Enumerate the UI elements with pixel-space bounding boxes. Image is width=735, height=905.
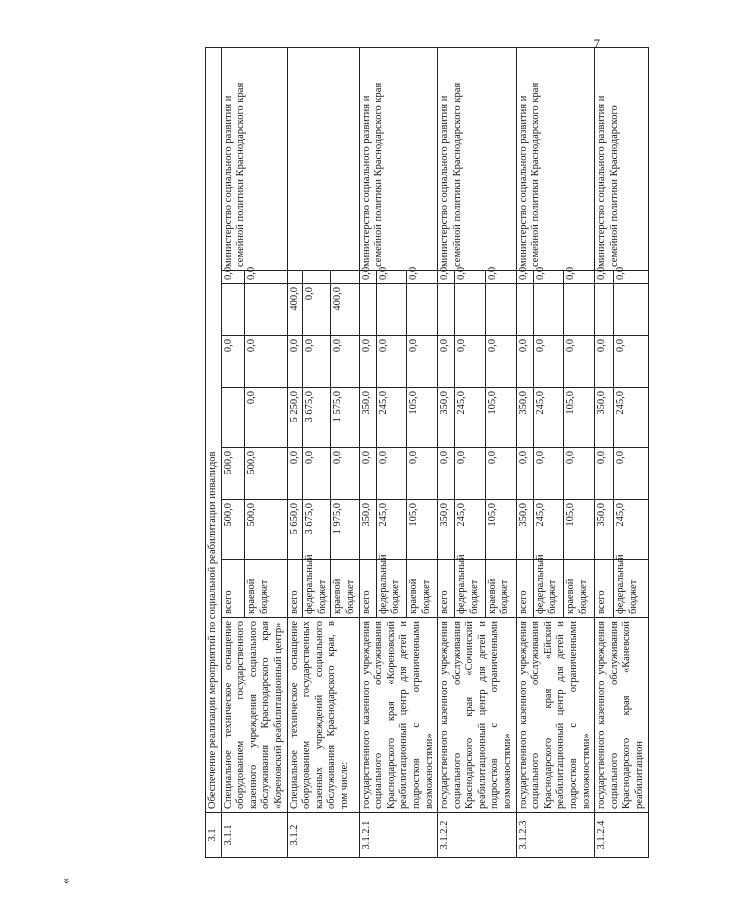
funding-total: 5 650,0 [287,500,303,560]
funding-year-value: 0,0 [595,271,614,284]
page-number: 7 [593,36,600,51]
funding-year-value: 0,0 [485,271,516,284]
funding-year-value: 105,0 [564,388,595,448]
funding-year-value: 0,0 [516,336,533,388]
funding-year-value [564,284,595,336]
funding-year-value: 0,0 [221,336,244,388]
measure-name: государственного казенного учреждения социального обслуживания Краснодарского края «Сочинский реабилитационный центр для детей и подростков с ограниченными возможностями» [438,618,517,813]
executor: министерство социального развития и семейной политики Краснодарского [595,47,648,270]
measure-name: государственного казенного учреждения социального обслуживания Краснодарского края «Каневской реабилитацион [595,618,648,813]
funding-year-value [407,284,438,336]
funding-year-value: 0,0 [455,271,486,284]
funding-year-value [221,388,244,448]
funding-year-value: 0,0 [245,271,287,284]
funding-year-value [595,284,614,336]
table-row [516,47,533,857]
funding-year-value: 400,0 [331,284,359,336]
funding-total: 350,0 [438,500,455,560]
program-table [205,47,649,858]
funding-year-value: 245,0 [614,388,648,448]
funding-year-value: 0,0 [359,271,376,284]
funding-total: 1 975,0 [331,500,359,560]
funding-year-value: 400,0 [287,284,303,336]
row-number: 3.1.2.3 [516,813,595,858]
funding-year-value [614,284,648,336]
funding-year-value [485,284,516,336]
funding-year-value: 0,0 [407,448,438,500]
funding-year-value: 0,0 [533,448,564,500]
funding-year-value: 350,0 [595,388,614,448]
funding-year-value: 0,0 [407,271,438,284]
executor: министерство социального развития и семейной политики Краснодарского края [359,47,438,270]
funding-year-value: 105,0 [407,388,438,448]
row-number: 3.1.2.4 [595,813,648,858]
funding-total: 500,0 [221,500,244,560]
funding-year-value [455,284,486,336]
funding-year-value: 0,0 [438,271,455,284]
funding-source: краевой бюджет [485,560,516,618]
funding-year-value: 350,0 [359,388,376,448]
funding-year-value: 500,0 [221,448,244,500]
funding-total: 350,0 [595,500,614,560]
quote-mark: « [58,878,72,884]
funding-year-value [359,284,376,336]
funding-source: федеральный бюджет [533,560,564,618]
funding-year-value: 0,0 [564,336,595,388]
measure-name: государственного казенного учреждения социального обслуживания Краснодарского края «Ейский реабилитационный центр для детей и подростков с ограниченными возможностями» [516,618,595,813]
funding-year-value: 3 675,0 [303,388,331,448]
executor: министерство социального развития и семейной политики Краснодарского края [221,47,287,270]
row-number: 3.1.2.1 [359,813,438,858]
funding-year-value [376,284,407,336]
row-number: 3.1.2 [287,813,359,858]
funding-year-value: 0,0 [533,336,564,388]
funding-total: 105,0 [564,500,595,560]
table-row [287,47,303,857]
funding-year-value: 0,0 [485,336,516,388]
funding-year-value: 0,0 [359,336,376,388]
table-row [438,47,455,857]
funding-year-value: 0,0 [245,388,287,448]
funding-year-value: 0,0 [455,448,486,500]
executor: министерство социального развития и семейной политики Краснодарского края [516,47,595,270]
funding-year-value [438,284,455,336]
section-title: Обеспечение реализации мероприятий по социальной реабилитации инвалидов [206,47,222,812]
funding-year-value: 0,0 [614,336,648,388]
row-number: 3.1.1 [221,813,287,858]
funding-year-value: 350,0 [438,388,455,448]
funding-year-value: 0,0 [595,448,614,500]
funding-year-value [303,271,331,284]
funding-source: всего [595,560,614,618]
funding-year-value: 0,0 [438,448,455,500]
funding-source: федеральный бюджет [303,560,331,618]
table-row [595,47,614,857]
funding-year-value: 350,0 [516,388,533,448]
funding-year-value: 0,0 [221,271,244,284]
section-number: 3.1 [206,813,222,858]
section-row [206,47,222,857]
funding-source: всего [516,560,533,618]
executor [287,47,359,270]
funding-source: всего [221,560,244,618]
funding-source: федеральный бюджет [455,560,486,618]
funding-year-value: 0,0 [287,448,303,500]
executor: министерство социального развития и семейной политики Краснодарского края [438,47,517,270]
funding-year-value: 0,0 [614,271,648,284]
funding-year-value: 0,0 [595,336,614,388]
funding-year-value: 0,0 [455,336,486,388]
table-body [206,47,649,857]
funding-total: 245,0 [376,500,407,560]
funding-year-value: 0,0 [485,448,516,500]
funding-year-value: 500,0 [245,448,287,500]
funding-year-value: 0,0 [516,271,533,284]
row-number: 3.1.2.2 [438,813,517,858]
funding-total: 105,0 [407,500,438,560]
funding-total: 500,0 [245,500,287,560]
funding-source: краевой бюджет [331,560,359,618]
funding-total: 105,0 [485,500,516,560]
funding-year-value: 105,0 [485,388,516,448]
funding-total: 3 675,0 [303,500,331,560]
funding-year-value: 245,0 [533,388,564,448]
funding-year-value: 0,0 [564,448,595,500]
funding-year-value: 0,0 [533,271,564,284]
funding-year-value [331,271,359,284]
funding-year-value [516,284,533,336]
funding-source: федеральный бюджет [376,560,407,618]
funding-year-value: 0,0 [376,271,407,284]
funding-year-value [221,284,244,336]
funding-source: всего [287,560,303,618]
funding-year-value: 0,0 [359,448,376,500]
funding-source: краевой бюджет [564,560,595,618]
measure-name: государственного казенного учреждения социального обслуживания Краснодарского края «Кореновский реабилитационный центр для детей и подростков с ограниченными возможностями» [359,618,438,813]
table-row [359,47,376,857]
funding-year-value: 0,0 [407,336,438,388]
funding-year-value: 0,0 [376,336,407,388]
funding-source: краевой бюджет [245,560,287,618]
funding-year-value: 0,0 [303,336,331,388]
table-row [221,47,244,857]
funding-total: 245,0 [533,500,564,560]
rotated-table-container [205,48,735,858]
funding-year-value: 1 575,0 [331,388,359,448]
funding-year-value [533,284,564,336]
funding-source: краевой бюджет [407,560,438,618]
measure-name: Специальное техническое оснащение оборудованием государственного казенного учреждения социального обслуживания Краснодарского края «Кореновский реабилитационный центр» [221,618,287,813]
funding-source: федеральный бюджет [614,560,648,618]
funding-total: 245,0 [614,500,648,560]
measure-name: Специальное техническое оснащение оборудованием государственных казенных учреждений социального обслуживания Краснодарского края, в том числе: [287,618,359,813]
funding-year-value: 0,0 [516,448,533,500]
funding-total: 350,0 [359,500,376,560]
funding-year-value: 0,0 [245,336,287,388]
funding-year-value: 245,0 [455,388,486,448]
funding-total: 245,0 [455,500,486,560]
funding-year-value: 0,0 [564,271,595,284]
funding-year-value: 0,0 [376,448,407,500]
funding-year-value [245,284,287,336]
funding-year-value: 5 250,0 [287,388,303,448]
funding-year-value: 0,0 [331,448,359,500]
funding-year-value [287,271,303,284]
funding-source: всего [359,560,376,618]
funding-year-value: 0,0 [331,336,359,388]
funding-year-value: 0,0 [614,448,648,500]
funding-year-value: 245,0 [376,388,407,448]
funding-year-value: 0,0 [287,336,303,388]
funding-total: 350,0 [516,500,533,560]
funding-year-value: 0,0 [438,336,455,388]
funding-year-value: 0,0 [303,284,331,336]
funding-source: всего [438,560,455,618]
funding-year-value: 0,0 [303,448,331,500]
